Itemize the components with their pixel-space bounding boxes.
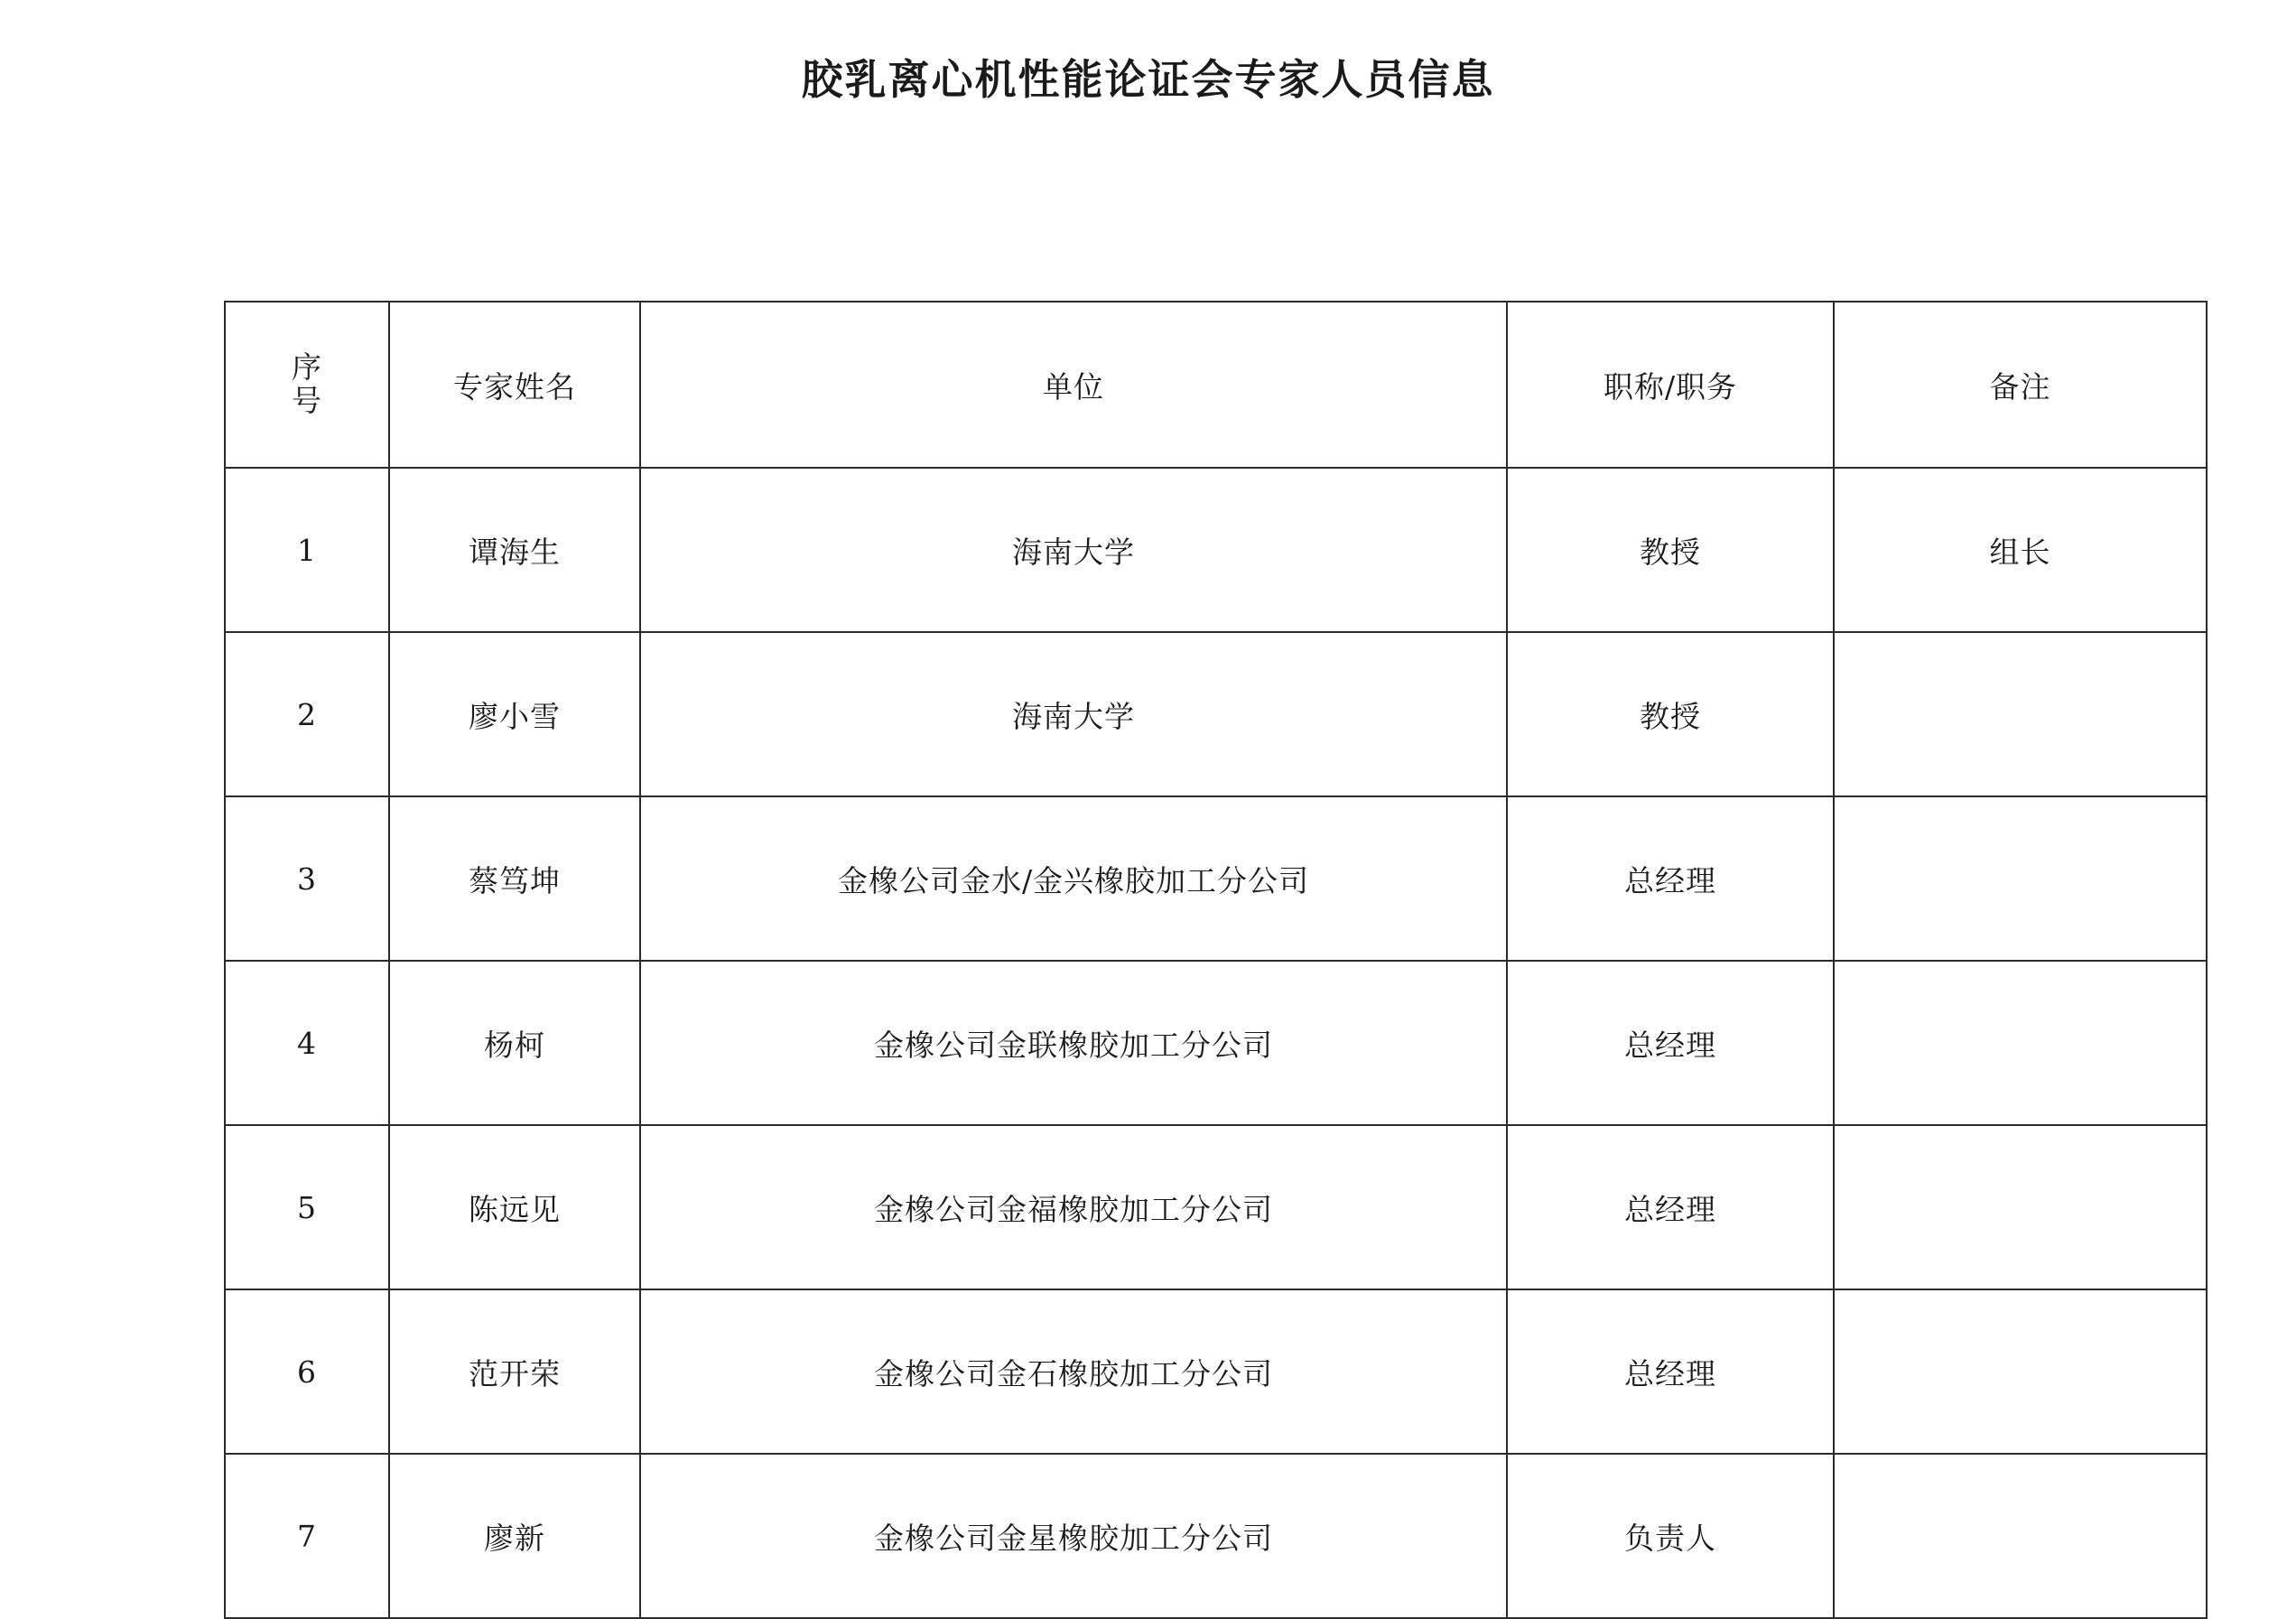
table-row	[225, 1125, 2207, 1289]
cell-sequence: 1	[225, 468, 389, 632]
cell-sequence: 2	[225, 632, 389, 796]
cell-note	[1834, 1125, 2207, 1289]
cell-name: 谭海生	[389, 468, 640, 632]
cell-sequence: 6	[225, 1289, 389, 1454]
cell-title: 教授	[1507, 632, 1834, 796]
cell-unit: 金橡公司金石橡胶加工分公司	[640, 1289, 1507, 1454]
cell-name: 蔡笃坤	[389, 796, 640, 961]
cell-name: 廖新	[389, 1454, 640, 1618]
table-row	[225, 1289, 2207, 1454]
table-row	[225, 468, 2207, 632]
cell-unit: 金橡公司金福橡胶加工分公司	[640, 1125, 1507, 1289]
cell-name: 廖小雪	[389, 632, 640, 796]
cell-title: 总经理	[1507, 1289, 1834, 1454]
cell-note	[1834, 1289, 2207, 1454]
table-row	[225, 1454, 2207, 1618]
table-row	[225, 632, 2207, 796]
cell-name: 陈远见	[389, 1125, 640, 1289]
expert-info-table-container	[224, 301, 2206, 1619]
cell-unit: 海南大学	[640, 632, 1507, 796]
cell-unit: 金橡公司金水/金兴橡胶加工分公司	[640, 796, 1507, 961]
cell-sequence: 3	[225, 796, 389, 961]
cell-title: 负责人	[1507, 1454, 1834, 1618]
column-header-sequence	[225, 302, 389, 468]
column-header-name: 专家姓名	[389, 302, 640, 468]
table-row	[225, 796, 2207, 961]
cell-note	[1834, 796, 2207, 961]
cell-note: 组长	[1834, 468, 2207, 632]
cell-unit: 金橡公司金联橡胶加工分公司	[640, 961, 1507, 1125]
cell-note	[1834, 632, 2207, 796]
cell-sequence: 4	[225, 961, 389, 1125]
cell-title: 总经理	[1507, 796, 1834, 961]
column-header-sequence-line1: 序	[292, 349, 322, 386]
cell-title: 总经理	[1507, 1125, 1834, 1289]
page-title: 胶乳离心机性能论证会专家人员信息	[801, 55, 1495, 104]
column-header-note: 备注	[1834, 302, 2207, 468]
table-header-row	[225, 302, 2207, 468]
cell-name: 范开荣	[389, 1289, 640, 1454]
table-row	[225, 961, 2207, 1125]
cell-title: 教授	[1507, 468, 1834, 632]
cell-sequence: 5	[225, 1125, 389, 1289]
cell-unit: 海南大学	[640, 468, 1507, 632]
cell-unit: 金橡公司金星橡胶加工分公司	[640, 1454, 1507, 1618]
cell-title: 总经理	[1507, 961, 1834, 1125]
expert-info-table	[224, 301, 2208, 1619]
cell-name: 杨柯	[389, 961, 640, 1125]
cell-note	[1834, 1454, 2207, 1618]
column-header-sequence-line2: 号	[292, 383, 322, 418]
column-header-unit: 单位	[640, 302, 1507, 468]
cell-sequence: 7	[225, 1454, 389, 1618]
cell-note	[1834, 961, 2207, 1125]
column-header-title: 职称/职务	[1507, 302, 1834, 468]
